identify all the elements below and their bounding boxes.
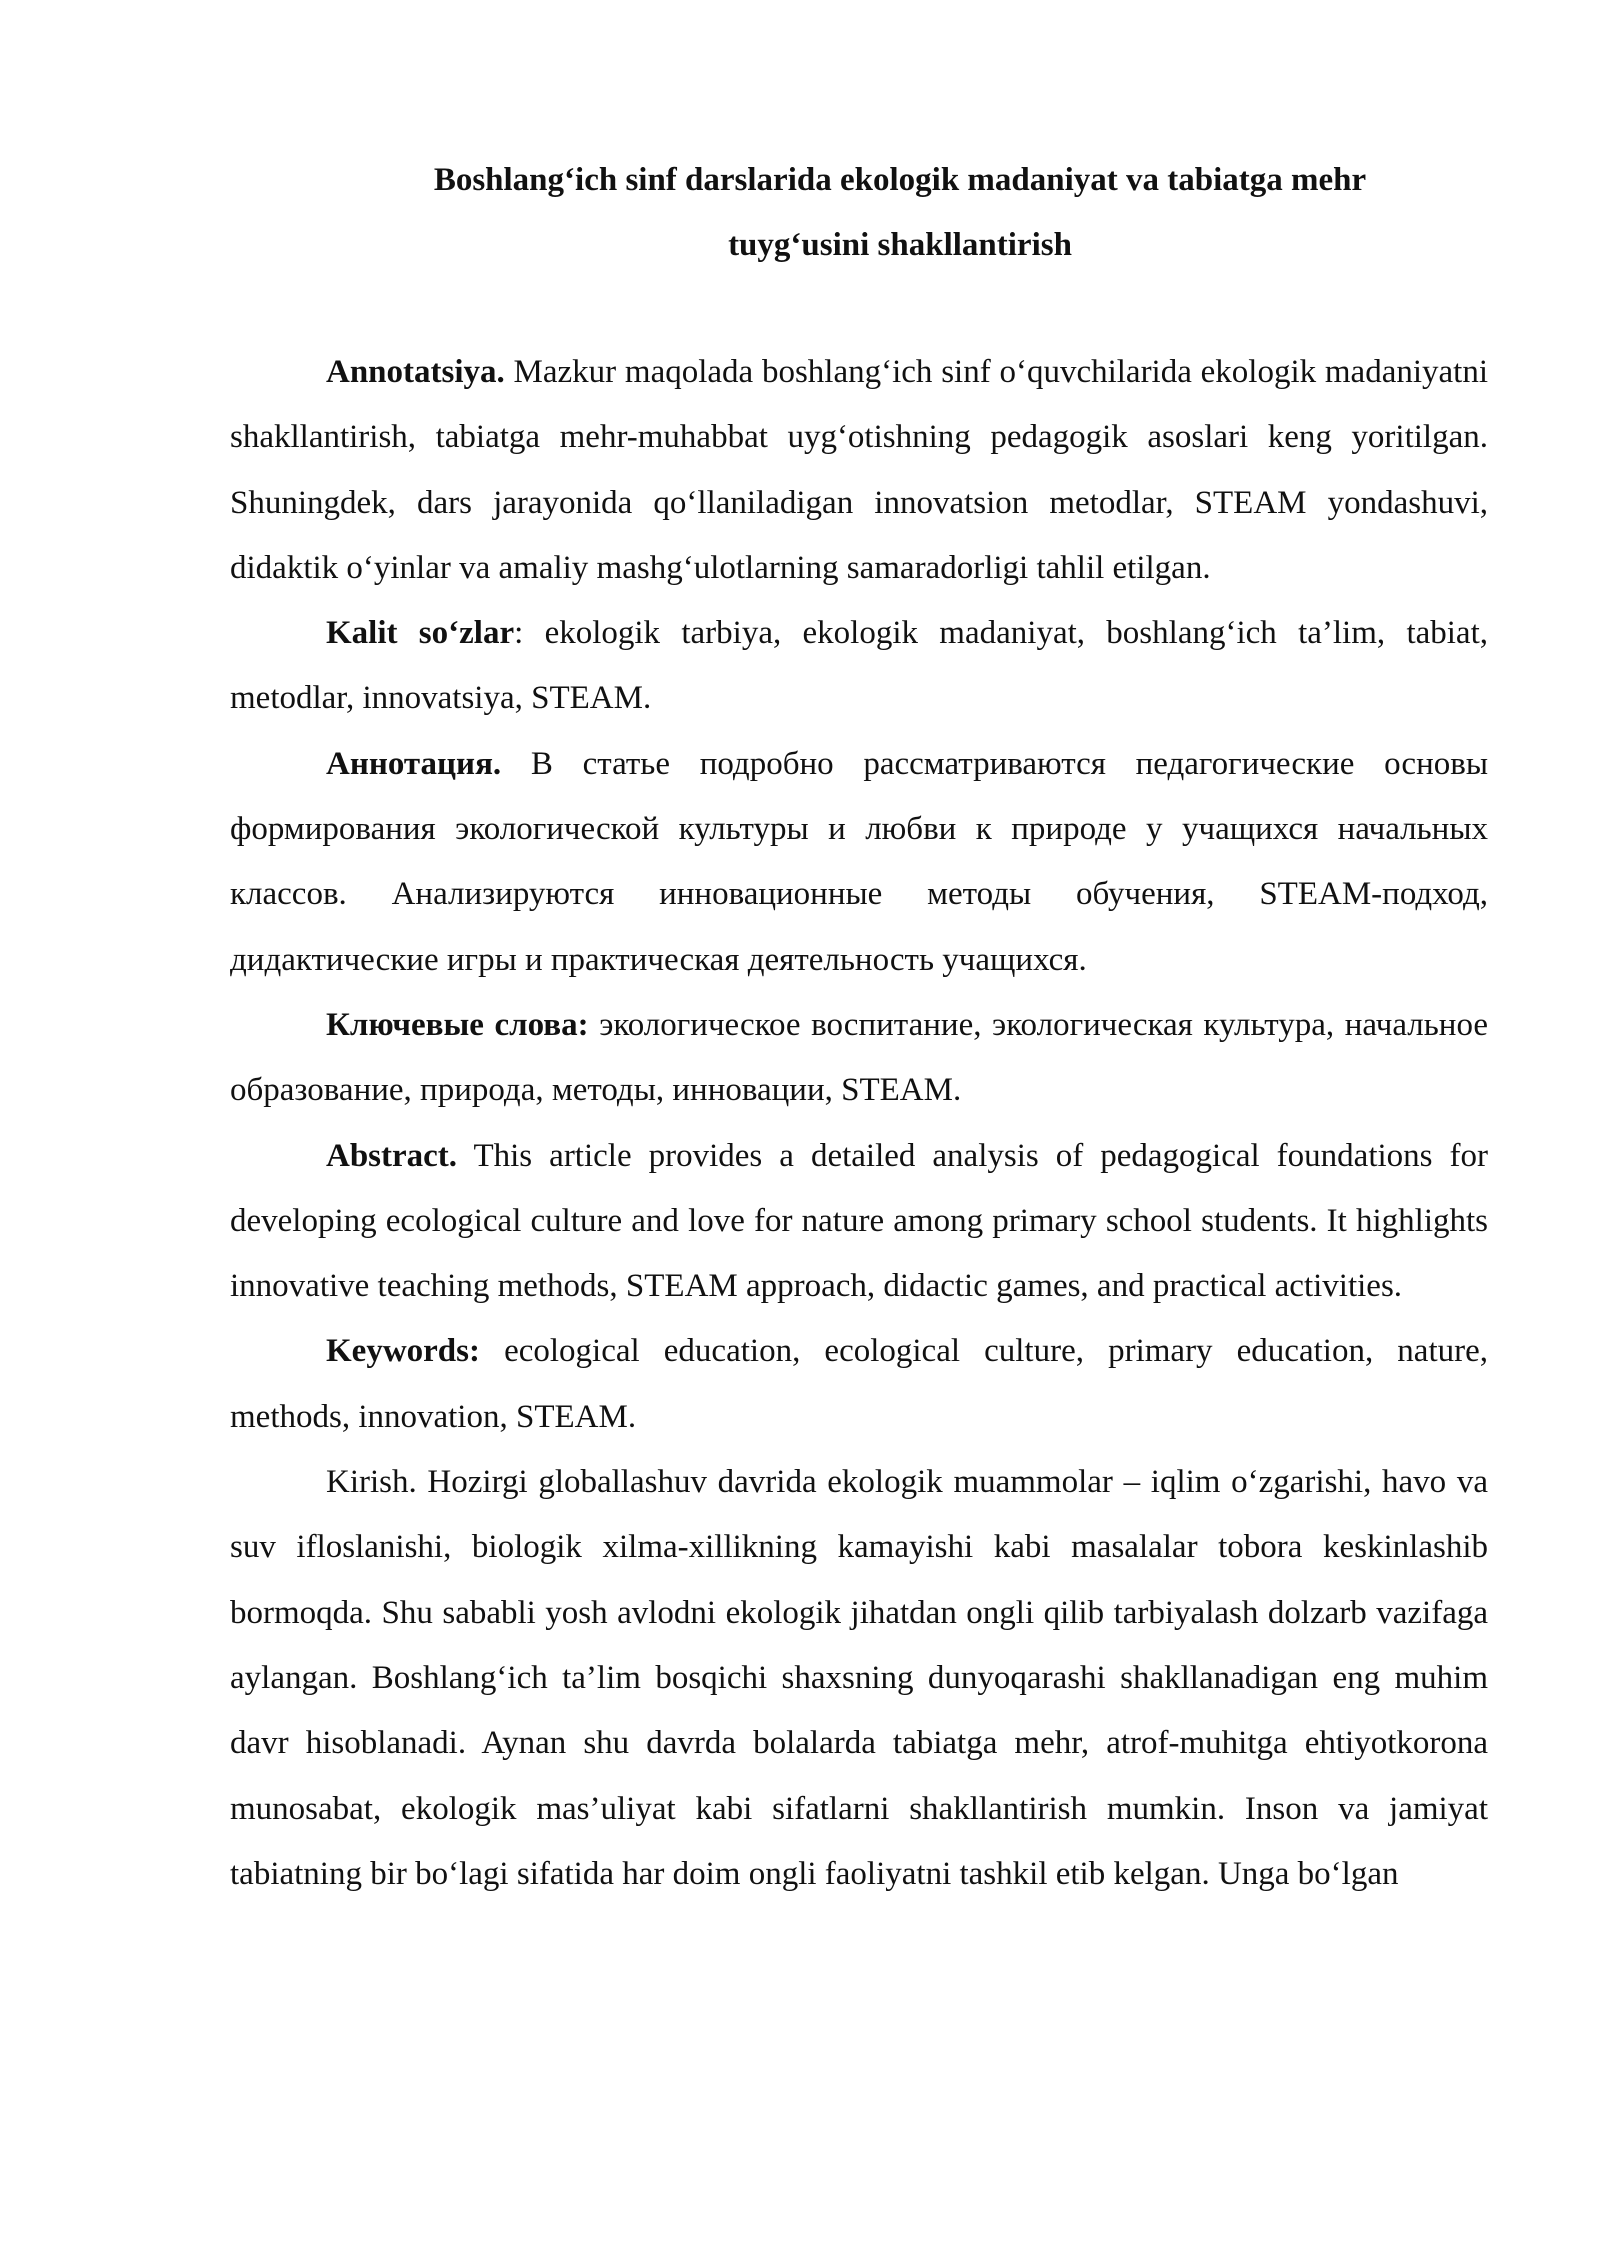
keywords-uz-paragraph bbox=[230, 601, 1488, 732]
title-line-1: Boshlang‘ich sinf darslarida ekologik madaniyat va tabiatga mehr bbox=[433, 162, 1367, 198]
keywords-ru-text: экологическое воспитание, экологическая культура, начальное образование, природа, методы, инновации, STEAM. bbox=[230, 1006, 1489, 1109]
article-title bbox=[340, 148, 1460, 278]
keywords-uz-text: : ekologik tarbiya, ekologik madaniyat, boshlang‘ich ta’lim, tabiat, metodlar, innovatsiya, STEAM. bbox=[230, 615, 1488, 717]
keywords-uz-label: Kalit so‘zlar bbox=[326, 615, 515, 652]
abstract-en-paragraph bbox=[230, 1124, 1488, 1320]
annotation-uz-text: Mazkur maqolada boshlang‘ich sinf o‘quvchilarida ekologik madaniyatni shakllantirish, tabiatga mehr-muhabbat uyg‘otishning pedagogik asoslari keng yoritilgan. Shuningdek, dars jarayonida qo‘llaniladigan innovatsion metodlar, STEAM yondashuvi, didaktik o‘yinlar va amaliy mashg‘ulotlarning samaradorligi tahlil etilgan. bbox=[230, 354, 1488, 586]
abstract-en-label: Abstract. bbox=[326, 1137, 458, 1174]
article-body bbox=[230, 340, 1488, 1907]
abstract-en-text: This article provides a detailed analysis of pedagogical foundations for developing ecological culture and love for nature among primary school students. It highlights innovative teaching methods, STEAM approach, didactic games, and practical activities. bbox=[230, 1137, 1488, 1305]
keywords-ru-paragraph bbox=[230, 993, 1488, 1124]
keywords-en-text: ecological education, ecological culture, primary education, nature, methods, innovation, STEAM. bbox=[230, 1333, 1488, 1435]
annotation-uz-label: Annotatsiya. bbox=[326, 354, 505, 390]
annotation-uz-paragraph bbox=[230, 340, 1488, 601]
title-line-2: tuyg‘usini shakllantirish bbox=[728, 227, 1072, 263]
introduction-paragraph bbox=[230, 1450, 1488, 1907]
introduction-text: Kirish. Hozirgi globallashuv davrida ekologik muammolar – iqlim o‘zgarishi, havo va suv ifloslanishi, biologik xilma-xillikning kamayishi kabi masalalar tobora keskinlashib bormoqda. Shu sababli yosh avlodni ekologik jihatdan ongli qilib tarbiyalash dolzarb vazifaga aylangan. Boshlang‘ich ta’lim bosqichi shaxsning dunyoqarashi shakllanadigan eng muhim davr hisoblanadi. Aynan shu davrda bolalarda tabiatga mehr, atrof-muhitga ehtiyotkorona munosabat, ekologik mas’uliyat kabi sifatlarni shakllantirish mumkin. Inson va jamiyat tabiatning bir bo‘lagi sifatida har doim ongli faoliyatni tashkil etib kelgan. Unga bo‘lgan bbox=[230, 1464, 1488, 1892]
keywords-ru-label: Ключевые слова: bbox=[326, 1006, 589, 1043]
annotation-ru-label: Аннотация. bbox=[326, 745, 502, 782]
annotation-ru-text: В статье подробно рассматриваются педагогические основы формирования экологической культуры и любви к природе у учащихся начальных классов. Анализируются инновационные методы обучения, STEAM-подход, дидактические игры и практическая деятельность учащихся. bbox=[230, 745, 1488, 978]
keywords-en-paragraph bbox=[230, 1319, 1488, 1450]
keywords-en-label: Keywords: bbox=[326, 1333, 480, 1370]
annotation-ru-paragraph bbox=[230, 732, 1488, 993]
